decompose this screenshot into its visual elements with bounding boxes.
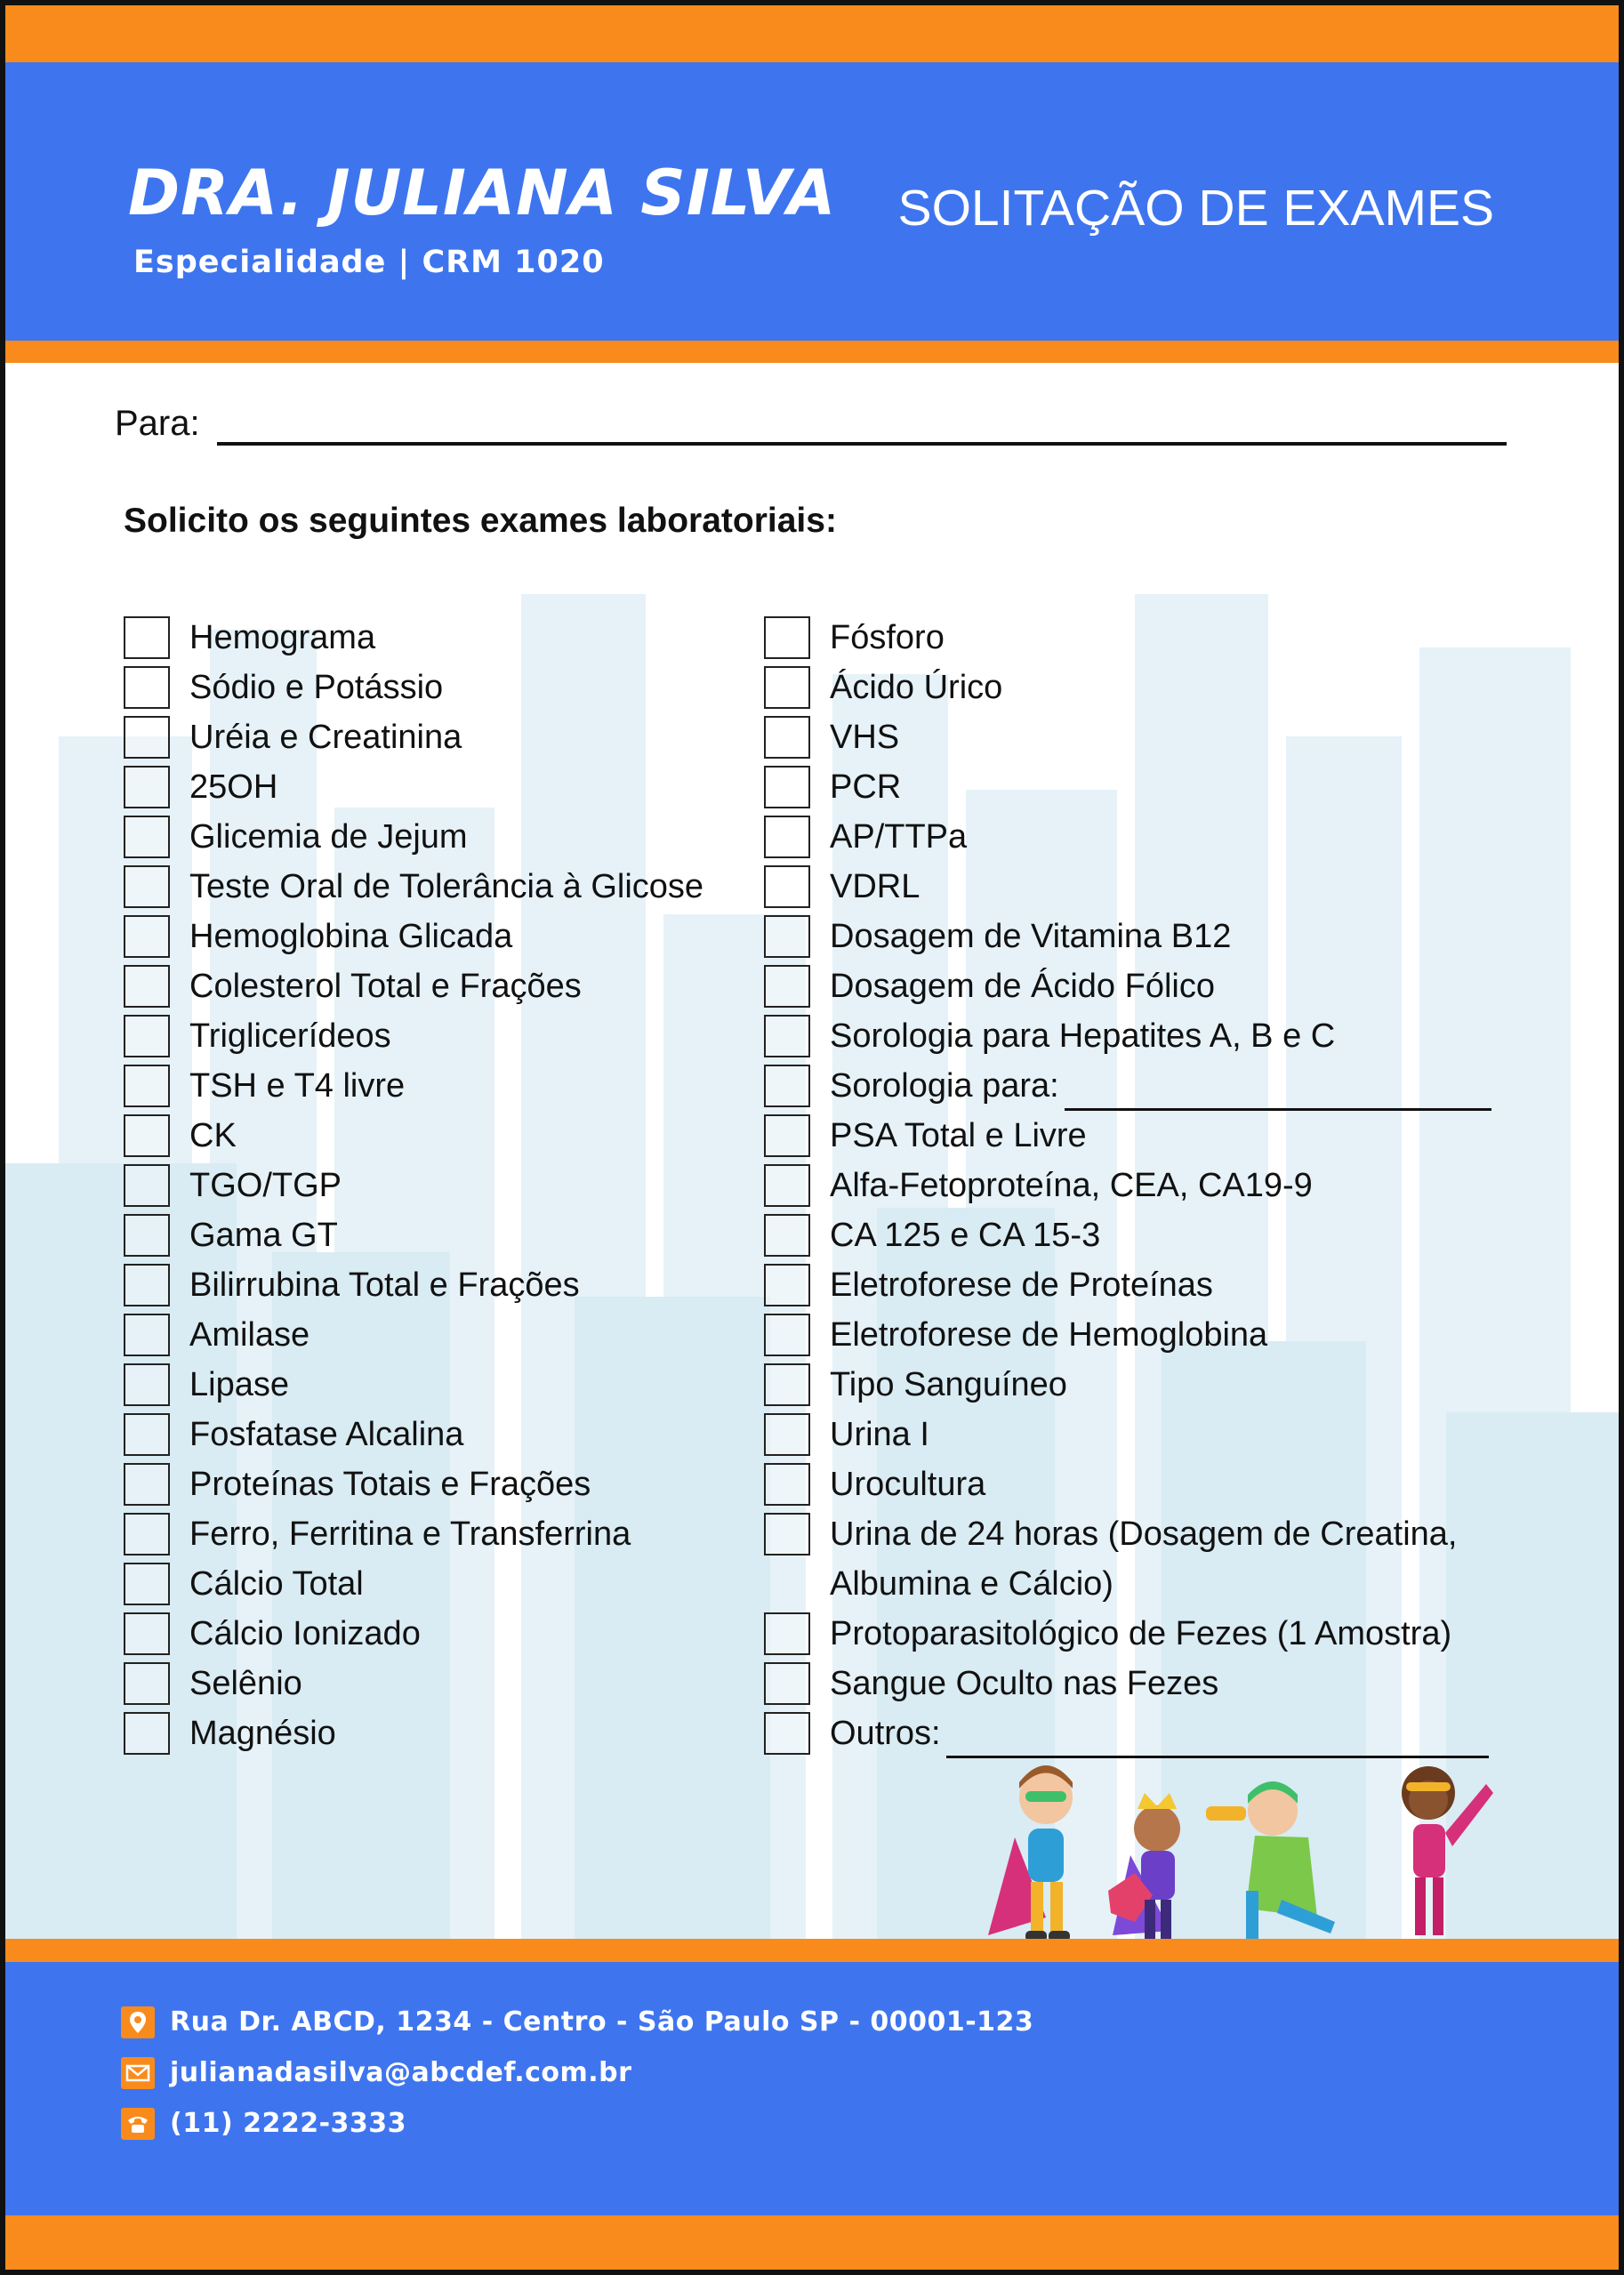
exam-checkbox[interactable] (124, 865, 170, 908)
exam-label: CK (189, 1117, 237, 1154)
phone-text: (11) 2222-3333 (170, 2108, 407, 2139)
exam-checkbox[interactable] (124, 965, 170, 1008)
exam-label: Gama GT (189, 1217, 338, 1254)
exam-label: Bilirrubina Total e Frações (189, 1266, 580, 1304)
exam-label: Eletroforese de Proteínas (830, 1266, 1213, 1304)
exam-label: Magnésio (189, 1715, 336, 1752)
exam-checkbox[interactable] (124, 1463, 170, 1506)
exam-label: Dosagem de Vitamina B12 (830, 918, 1232, 955)
others-label: Outros: (830, 1715, 941, 1752)
exam-checkbox[interactable] (124, 1662, 170, 1705)
intro-text: Solicito os seguintes exames laboratoriais: (124, 502, 837, 540)
exam-checkbox[interactable] (124, 816, 170, 858)
exam-checkbox[interactable] (764, 616, 810, 659)
exam-label: AP/TTPa (830, 818, 968, 856)
exam-label: Teste Oral de Tolerância à Glicose (189, 868, 704, 905)
exam-checkbox[interactable] (764, 666, 810, 709)
superhero-kid-green-mask (988, 1765, 1073, 1941)
exam-checkbox[interactable] (124, 1563, 170, 1605)
exam-checkbox[interactable] (764, 816, 810, 858)
exam-label-continuation: Albumina e Cálcio) (830, 1565, 1113, 1603)
email-link[interactable]: julianadasilva@abcdef.com.br (170, 2057, 632, 2088)
exam-label: Amilase (189, 1316, 310, 1354)
kids-superheroes-illustration (979, 1757, 1522, 1953)
exam-label: Urina I (830, 1416, 929, 1453)
exam-label: Sódio e Potássio (189, 669, 444, 706)
exam-label: Cálcio Total (189, 1565, 364, 1603)
exam-checkbox[interactable] (124, 1164, 170, 1207)
exam-label: Glicemia de Jejum (189, 818, 468, 856)
exam-label: Lipase (189, 1366, 289, 1403)
doctor-name: DRA. JULIANA SILVA (128, 157, 837, 229)
doctor-specialty-crm: Especialidade | CRM 1020 (133, 245, 605, 280)
exam-label (830, 1708, 1489, 1758)
exam-checkbox[interactable] (124, 716, 170, 759)
exam-label: Triglicerídeos (189, 1017, 391, 1055)
exam-checkbox[interactable] (124, 666, 170, 709)
exam-label: TGO/TGP (189, 1167, 342, 1204)
superhero-kid-water-gun (1206, 1781, 1335, 1940)
exam-checkbox[interactable] (764, 1413, 810, 1456)
exam-checkbox[interactable] (124, 766, 170, 808)
exam-label: Fosfatase Alcalina (189, 1416, 464, 1453)
exam-label: Selênio (189, 1665, 302, 1702)
footer-orange-stripe (5, 1939, 1619, 1962)
header-orange-stripe (5, 341, 1619, 363)
exam-checkbox[interactable] (764, 1164, 810, 1207)
exam-checkbox[interactable] (764, 865, 810, 908)
exam-checkbox[interactable] (764, 1065, 810, 1107)
exam-label: VHS (830, 719, 900, 756)
exam-checkbox[interactable] (124, 1612, 170, 1655)
exam-checkbox[interactable] (764, 1712, 810, 1755)
exam-label: PCR (830, 768, 902, 806)
exam-checkbox[interactable] (764, 1015, 810, 1057)
exam-label: 25OH (189, 768, 278, 806)
exam-checkbox[interactable] (764, 1264, 810, 1306)
exam-label: PSA Total e Livre (830, 1117, 1087, 1154)
exam-label: Proteínas Totais e Frações (189, 1466, 591, 1503)
superhero-kid-crown (1108, 1793, 1180, 1940)
exam-checkbox[interactable] (124, 616, 170, 659)
exam-label: Tipo Sanguíneo (830, 1366, 1067, 1403)
top-orange-band (5, 5, 1619, 62)
to-label: Para: (115, 404, 200, 443)
exam-label: Dosagem de Ácido Fólico (830, 968, 1215, 1005)
serology-label: Sorologia para: (830, 1067, 1059, 1105)
exam-checkbox[interactable] (764, 1612, 810, 1655)
exam-checkbox[interactable] (124, 1015, 170, 1057)
exam-checkbox[interactable] (764, 1214, 810, 1257)
exam-label: Urina de 24 horas (Dosagem de Creatina, (830, 1515, 1458, 1553)
exam-checkbox[interactable] (764, 716, 810, 759)
exam-checkbox[interactable] (124, 915, 170, 958)
others-input-line[interactable] (946, 1724, 1489, 1758)
exam-label (830, 1061, 1491, 1111)
exam-label: Hemograma (189, 619, 376, 656)
exam-label: Cálcio Ionizado (189, 1615, 421, 1652)
exam-checkbox[interactable] (764, 965, 810, 1008)
exam-label: Sorologia para Hepatites A, B e C (830, 1017, 1336, 1055)
to-input-line[interactable] (217, 442, 1507, 446)
exam-label: Hemoglobina Glicada (189, 918, 513, 955)
superhero-kid-pink-suit (1402, 1766, 1493, 1935)
exam-checkbox[interactable] (764, 1114, 810, 1157)
exam-label: VDRL (830, 868, 921, 905)
exam-checkbox[interactable] (124, 1114, 170, 1157)
exam-checkbox[interactable] (124, 1214, 170, 1257)
exam-label: TSH e T4 livre (189, 1067, 406, 1105)
exam-checkbox[interactable] (764, 766, 810, 808)
exam-label: Protoparasitológico de Fezes (1 Amostra) (830, 1615, 1452, 1652)
exam-label: CA 125 e CA 15-3 (830, 1217, 1101, 1254)
exam-checkbox[interactable] (124, 1712, 170, 1755)
exam-checkbox[interactable] (764, 1363, 810, 1406)
bottom-orange-band (5, 2215, 1619, 2275)
form-title: SOLITAÇÃO DE EXAMES (897, 180, 1494, 237)
exam-label: Alfa-Fetoproteína, CEA, CA19-9 (830, 1167, 1313, 1204)
exam-label: Ácido Úrico (830, 669, 1003, 706)
map-pin-icon (121, 2006, 155, 2038)
exam-checkbox[interactable] (124, 1363, 170, 1406)
exam-checkbox[interactable] (764, 1662, 810, 1705)
exam-label: Urocultura (830, 1466, 986, 1503)
exam-checkbox[interactable] (124, 1413, 170, 1456)
exam-label: Ferro, Ferritina e Transferrina (189, 1515, 631, 1553)
exam-checkbox[interactable] (124, 1264, 170, 1306)
exam-label: Colesterol Total e Frações (189, 968, 582, 1005)
exam-checkbox[interactable] (764, 1463, 810, 1506)
exam-checkbox[interactable] (124, 1065, 170, 1107)
exam-checkbox[interactable] (764, 915, 810, 958)
envelope-icon (121, 2057, 155, 2089)
exam-label: Eletroforese de Hemoglobina (830, 1316, 1268, 1354)
exam-checkbox[interactable] (124, 1513, 170, 1556)
address-text: Rua Dr. ABCD, 1234 - Centro - São Paulo SP - 00001-123 (170, 2006, 1034, 2038)
telephone-icon (121, 2108, 155, 2140)
exam-label: Uréia e Creatinina (189, 719, 462, 756)
serology-input-line[interactable] (1065, 1076, 1491, 1111)
exam-checkbox[interactable] (764, 1314, 810, 1356)
exam-checkbox[interactable] (764, 1513, 810, 1556)
exam-label: Sangue Oculto nas Fezes (830, 1665, 1219, 1702)
exam-checkbox[interactable] (124, 1314, 170, 1356)
exam-label: Fósforo (830, 619, 945, 656)
